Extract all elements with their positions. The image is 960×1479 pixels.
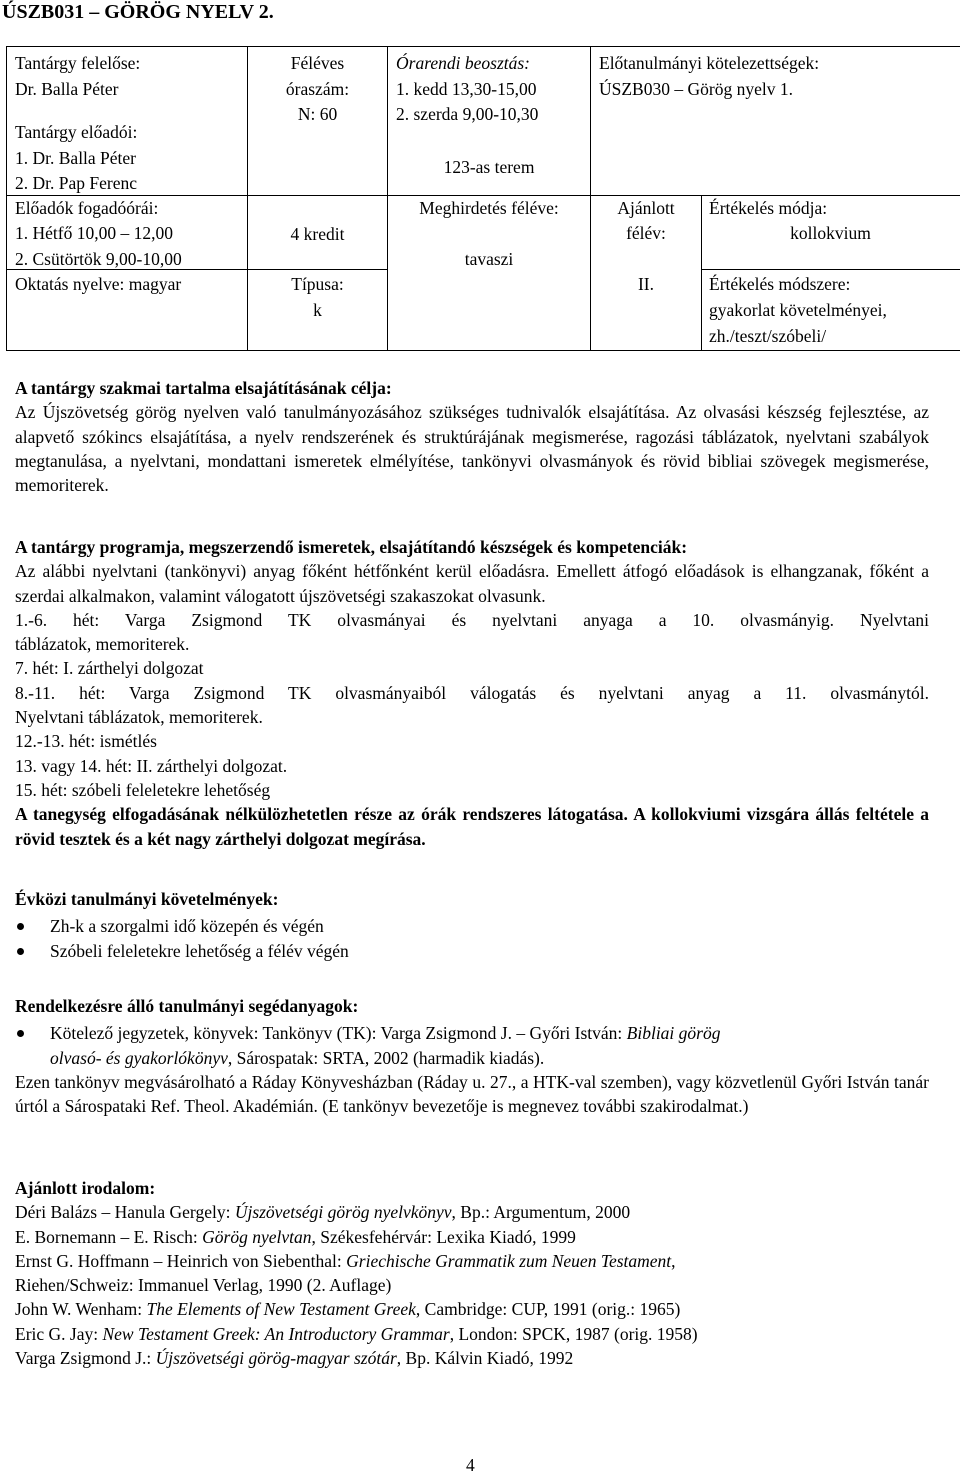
ertekeles-modszere-label: Értékelés módszere: [709,274,851,294]
felelos-name: Dr. Balla Péter [15,79,119,99]
ertekeles-modja-label: Értékelés módja: [709,198,828,218]
fogadoora-1: 1. Hétfő 10,00 – 12,00 [15,223,173,243]
eloado-2: 2. Dr. Pap Ferenc [15,173,137,193]
kredit-number: 4 [290,224,300,244]
info-col-requirements [591,47,960,351]
bullet-icon [17,1030,24,1037]
eloadoi-label: Tantárgy előadói: [15,122,138,142]
evkozi-heading: Évközi tanulmányi követelmények: [15,889,279,909]
info-col-credits [248,47,388,351]
kredit-word: kredit [303,224,345,244]
irodalom-item: Riehen/Schweiz: Immanuel Verlag, 1990 (2. Auflage) [15,1275,392,1296]
terem: 123-as terem [443,157,535,177]
elotanulmanyi-label: Előtanulmányi kötelezettségek: [599,53,820,73]
segedanyag-item: Kötelező jegyzetek, könyvek: Tankönyv (TK): Varga Zsigmond J. – Győri István: Bibliai görög olvasó- és gyakorlókönyv, Sárospatak: SRTA, 2002 (harmadik kiadás). [15,1021,929,1070]
ajanlott-label-2: félév: [626,223,666,243]
evkozi-item: Szóbeli feleletekre lehetőség a félév végén [15,939,929,963]
program-week-15: 15. hét: szóbeli feleletekre lehetőség [15,779,271,800]
irodalom-item: John W. Wenham: The Elements of New Testament Greek, Cambridge: CUP, 1991 (orig.: 1965) [15,1299,681,1320]
ertekeles-modszere-2: zh./teszt/szóbeli/ [709,326,827,346]
program-week-1-6-cont: táblázatok, memoriterek. [15,634,190,655]
segedanyagok-section [15,994,929,1118]
tipus-value: k [313,300,322,320]
feleves-label-1: Féléves [290,53,345,73]
program-heading: A tantárgy programja, megszerzendő ismeretek, elsajátítandó készségek és kompetenciák: [15,537,688,557]
program-week-8-11-cont: Nyelvtani táblázatok, memoriterek. [15,707,263,728]
program-week-1-6: 1.-6. hét: Varga Zsigmond TK olvasmányai és nyelvtani anyaga a 10. olvasmányig. Nyelvtani [15,609,929,630]
tipus-label: Típusa: [291,274,344,294]
irodalom-item: Varga Zsigmond J.: Újszövetségi görög-magyar szótár, Bp. Kálvin Kiadó, 1992 [15,1348,574,1369]
oraszam-value: N: 60 [297,104,338,124]
cel-heading: A tantárgy szakmai tartalma elsajátításának célja: [15,378,392,398]
ora-2: 2. szerda 9,00-10,30 [396,104,539,124]
bullet-icon [17,948,24,955]
info-col-schedule [388,47,591,351]
irodalom-item: Déri Balázs – Hanula Gergely: Újszövetségi görög nyelvkönyv, Bp.: Argumentum, 2000 [15,1202,631,1223]
info-col-lecturers [7,47,248,351]
segedanyagok-note: Ezen tankönyv megvásárolható a Ráday Könyvesházban (Ráday u. 27., a HTK-val szemben), vagy közvetlenül Győri István tanár úrtól a Sárospataki Ref. Theol. Akadémián. (E tankönyv bevezetője is megnevez további szakirodalmat.) [15,1071,929,1117]
fogadoora-2: 2. Csütörtök 9,00-10,00 [15,249,182,269]
orarendi-label: Órarendi beosztás: [396,53,531,73]
oktatas-nyelve: Oktatás nyelve: magyar [15,274,182,294]
irodalom-item: Eric G. Jay: New Testament Greek: An Introductory Grammar, London: SPCK, 1987 (orig. 1958) [15,1323,698,1344]
meghirdetes-label: Meghirdetés féléve: [419,198,559,218]
program-week-8-11: 8.-11. hét: Varga Zsigmond TK olvasmányaiból válogatás és nyelvtani anyag a 11. olvasmánytól. [15,682,929,703]
program-week-13-14: 13. vagy 14. hét: II. zárthelyi dolgozat. [15,755,288,776]
feleves-label-2: óraszám: [285,79,350,99]
page-title: ÚSZB031 – GÖRÖG NYELV 2. [2,1,274,23]
evkozi-item: Zh-k a szorgalmi idő közepén és végén [15,914,929,938]
cel-text: Az Újszövetség görög nyelven való tanulmányozásához szükséges tudnivalók elsajátítása. Az olvasási készség fejlesztése, az alapvető szókincs elsajátítása, a nyelv rendszerének és struktúrájának megismerése, ragozási táblázatok, nyelvtani szabályok megtanulása, a nyelvtani, mondattani ismeretek elmélyítése, tankönyvi olvasmányok és rövid bibliai szövegek megismerése, memoriterek. [15,402,929,496]
bullet-icon [17,923,24,930]
cel-section [15,376,929,497]
irodalom-section [15,1176,929,1370]
kredit [248,224,387,245]
irodalom-item: Ernst G. Hoffmann – Heinrich von Siebenthal: Griechische Grammatik zum Neuen Testament, [15,1250,676,1271]
program-week-12-13: 12.-13. hét: ismétlés [15,731,157,752]
evkozi-section [15,887,929,963]
ora-1: 1. kedd 13,30-15,00 [396,79,537,99]
meghirdetes-value: tavaszi [464,249,514,269]
program-bold-note: A tanegység elfogadásának nélkülözhetetlen része az órák rendszeres látogatása. A kollokviumi vizsgára állás feltétele a rövid tesztek és a két nagy zárthelyi dolgozat megírása. [15,804,929,849]
ajanlott-label-1: Ajánlott [617,198,675,218]
irodalom-heading: Ajánlott irodalom: [15,1178,156,1198]
elotanulmanyi-value: ÚSZB030 – Görög nyelv 1. [599,79,793,99]
program-intro: Az alábbi nyelvtani (tankönyvi) anyag főként hétfőnként kerül előadásra. Emellett átfogó előadások is elhangzanak, főként a szerdai alkalmakon, valamint válogatott újszövetségi szakaszokat olvasunk. [15,561,929,606]
ertekeles-modja-value: kollokvium [790,223,871,243]
page-number: 4 [466,1455,475,1475]
fogadoora-label: Előadók fogadóórái: [15,198,159,218]
course-info-table [6,46,960,351]
program-week-7: 7. hét: I. zárthelyi dolgozat [15,658,204,679]
segedanyagok-heading: Rendelkezésre álló tanulmányi segédanyagok: [15,996,359,1016]
program-section [15,535,929,851]
ertekeles-modszere-1: gyakorlat követelményei, [709,300,887,320]
felelos-label: Tantárgy felelőse: [15,53,141,73]
irodalom-item: E. Bornemann – E. Risch: Görög nyelvtan, Székesfehérvár: Lexika Kiadó, 1999 [15,1226,576,1247]
eloado-1: 1. Dr. Balla Péter [15,148,137,168]
ajanlott-value: II. [637,274,655,294]
